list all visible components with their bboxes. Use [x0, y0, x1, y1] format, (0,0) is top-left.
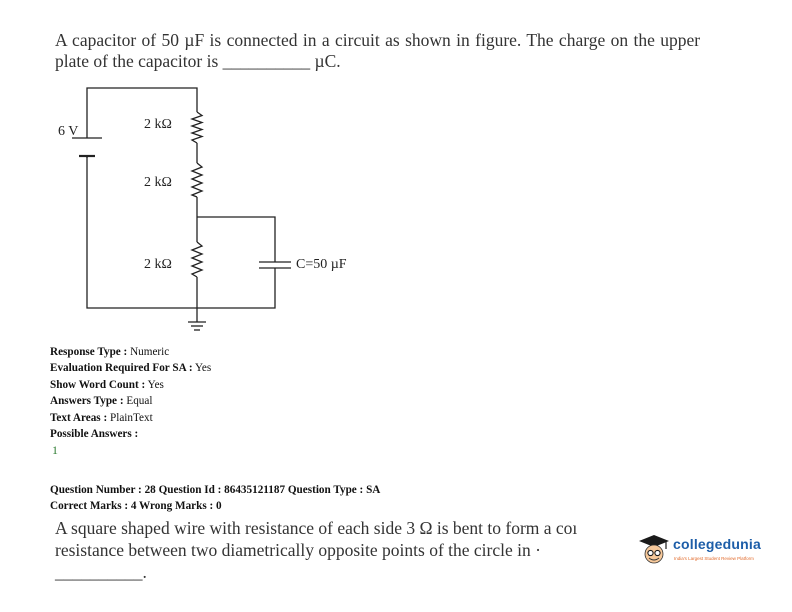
question-2-text-line-3: __________. [55, 562, 147, 582]
resistor-3-zigzag [192, 242, 202, 277]
resistor-1-zigzag [192, 112, 202, 143]
resistor-2-zigzag [192, 163, 202, 197]
resistor-3-label: 2 kΩ [144, 257, 172, 272]
question-2-header-line-2: Correct Marks : 4 Wrong Marks : 0 [50, 500, 222, 512]
circuit-wire-bottom-right [197, 274, 275, 308]
resistor-2-label: 2 kΩ [144, 175, 172, 190]
possible-answer-value: 1 [52, 443, 58, 457]
question-2-text-line-1: A square shaped wire with resistance of each side 3 Ω is bent to form a coı [55, 518, 578, 538]
logo-wordmark: collegedunia [673, 536, 761, 552]
metadata-answers-type: Answers Type : Equal [50, 395, 153, 407]
battery-label: 6 V [58, 124, 79, 139]
metadata-response-type: Response Type : Numeric [50, 346, 170, 358]
metadata-show-word-count: Show Word Count : Yes [50, 379, 164, 391]
circuit-wire-top [87, 88, 197, 136]
graduate-mascot-icon [637, 532, 671, 570]
metadata-possible-answers: Possible Answers : [50, 428, 139, 440]
resistor-1-label: 2 kΩ [144, 117, 172, 132]
logo-tagline: India's Largest Student Review Platform [674, 556, 754, 561]
question-2-header-line-1: Question Number : 28 Question Id : 86435121187 Question Type : SA [50, 484, 381, 496]
circuit-wire-left-bottom [87, 157, 197, 308]
metadata-evaluation-required: Evaluation Required For SA : Yes [50, 362, 212, 374]
question-2-text-line-2: resistance between two diametrically opposite points of the circle in · [55, 540, 541, 560]
question-text-line-1: A capacitor of 50 µF is connected in a circuit as shown in figure. The charge on the upper [55, 30, 701, 50]
collegedunia-logo[interactable] [637, 532, 777, 572]
capacitor-label: C=50 µF [296, 257, 347, 272]
circuit-wire-cap-branch [197, 217, 275, 262]
question-text-line-2: plate of the capacitor is __________ µC. [55, 51, 341, 71]
metadata-text-areas: Text Areas : PlainText [50, 412, 153, 424]
